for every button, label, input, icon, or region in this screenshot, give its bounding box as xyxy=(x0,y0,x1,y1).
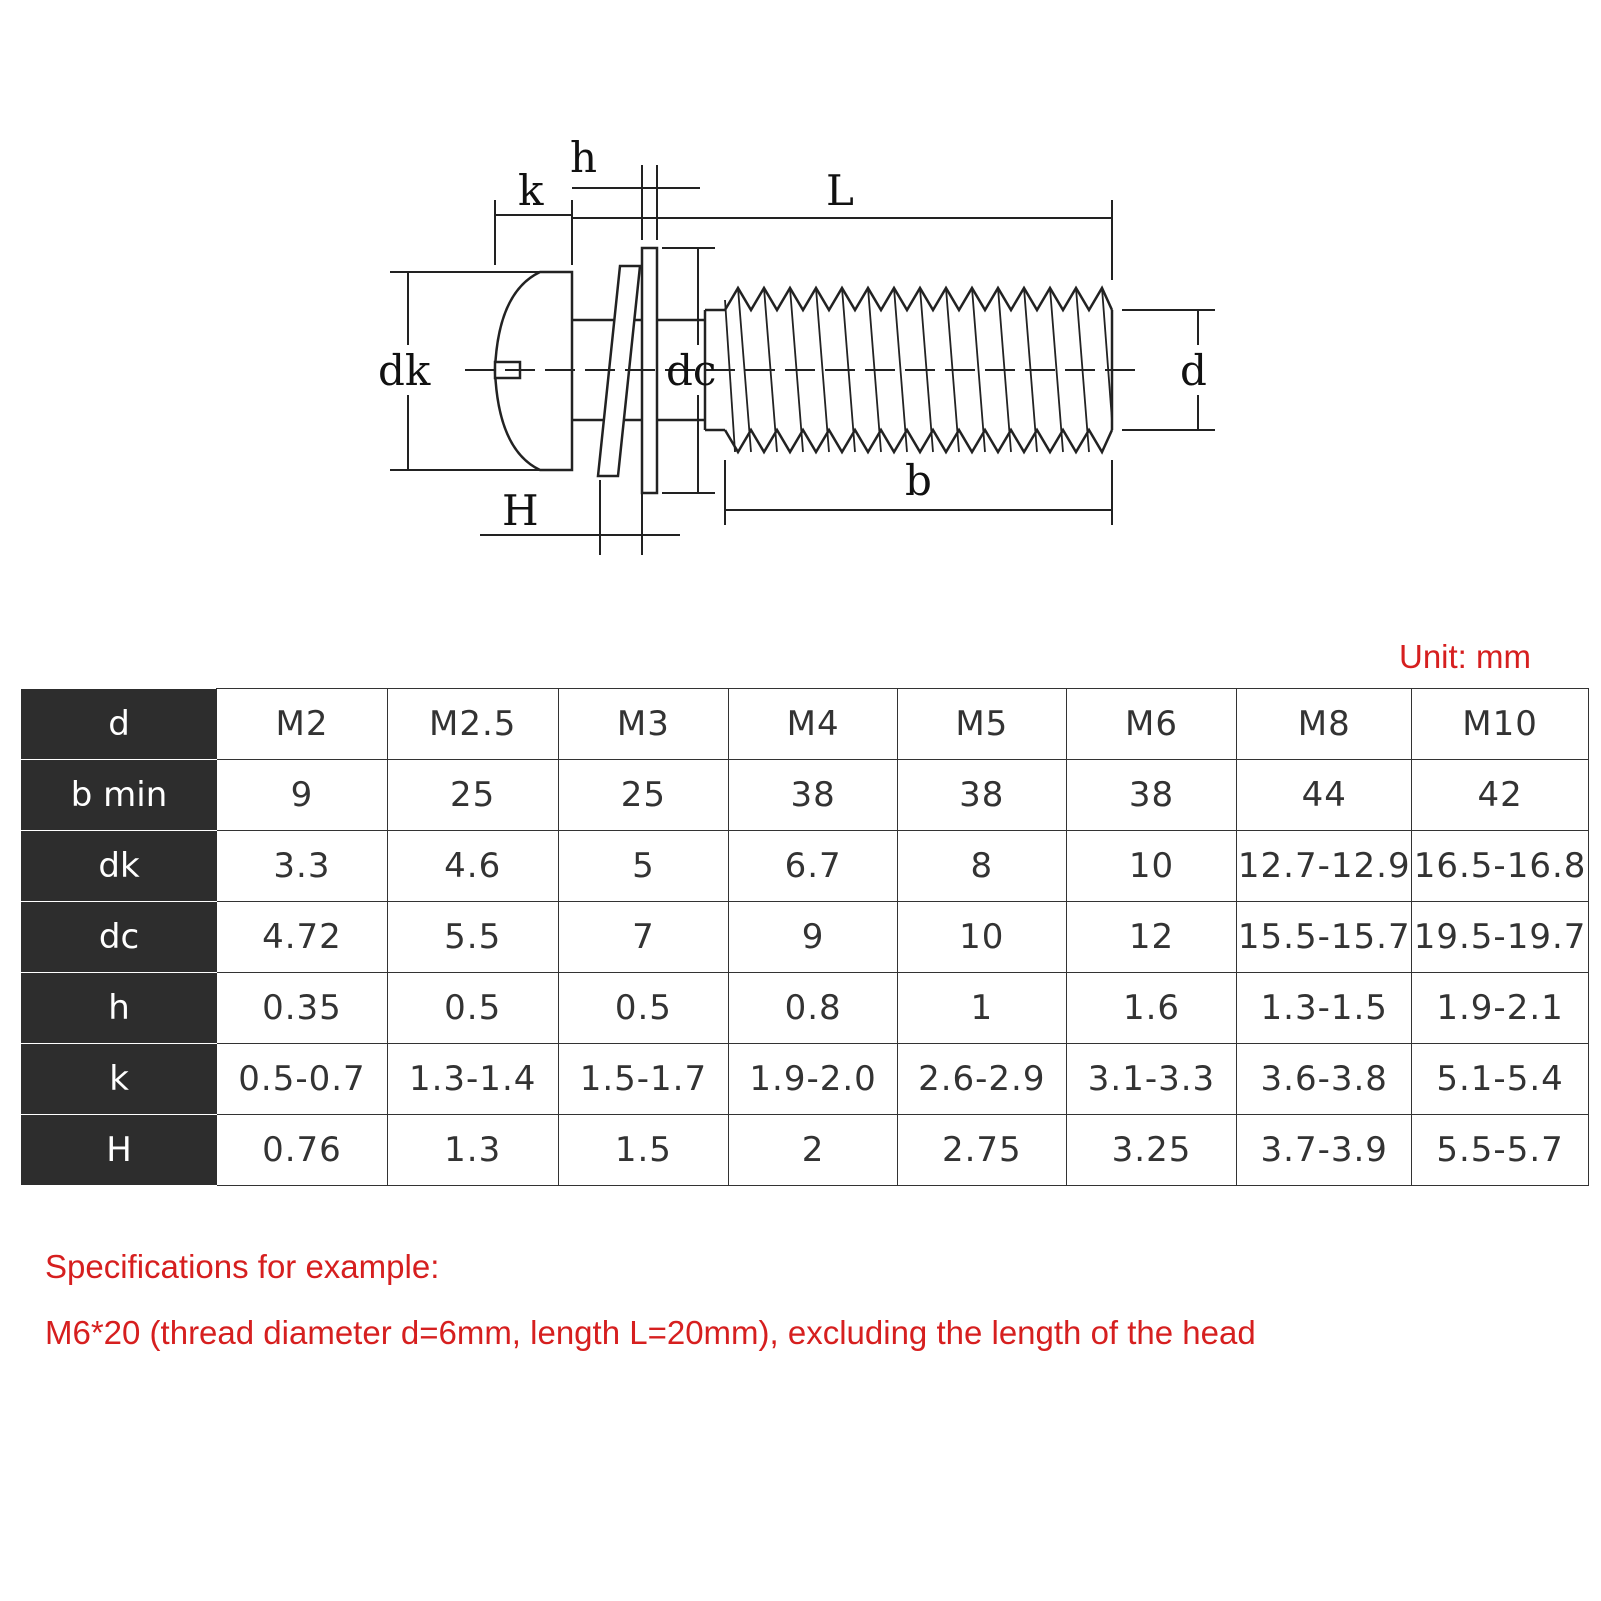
dim-label-L: L xyxy=(826,166,854,215)
table-cell: 16.5-16.8 xyxy=(1412,831,1589,902)
table-cell: 10 xyxy=(1066,831,1237,902)
dim-label-d: d xyxy=(1180,346,1207,395)
table-cell: 12 xyxy=(1066,902,1237,973)
column-header-m6: M6 xyxy=(1066,689,1237,760)
dim-label-h: h xyxy=(570,133,598,182)
table-cell: 25 xyxy=(387,760,558,831)
row-header: dk xyxy=(22,831,217,902)
table-cell: 25 xyxy=(558,760,729,831)
table-cell: 12.7-12.9 xyxy=(1237,831,1412,902)
table-cell: 5.5-5.7 xyxy=(1412,1115,1589,1186)
row-header-d: d xyxy=(22,689,217,760)
table-cell: 3.6-3.8 xyxy=(1237,1044,1412,1115)
column-header-m8: M8 xyxy=(1237,689,1412,760)
table-cell: 2.75 xyxy=(897,1115,1066,1186)
table-header-row xyxy=(22,689,1589,760)
column-header-m2-5: M2.5 xyxy=(387,689,558,760)
table-cell: 1.9-2.0 xyxy=(729,1044,898,1115)
row-header: b min xyxy=(22,760,217,831)
table-cell: 1.6 xyxy=(1066,973,1237,1044)
table-cell: 0.5 xyxy=(387,973,558,1044)
row-header: k xyxy=(22,1044,217,1115)
table-cell: 9 xyxy=(729,902,898,973)
table-row xyxy=(22,831,1589,902)
table-cell: 42 xyxy=(1412,760,1589,831)
screw-dimension-diagram xyxy=(0,0,1601,600)
table-cell: 1.5-1.7 xyxy=(558,1044,729,1115)
table-cell: 1.5 xyxy=(558,1115,729,1186)
table-row xyxy=(22,1044,1589,1115)
table-cell: 7 xyxy=(558,902,729,973)
dim-label-dc: dc xyxy=(666,346,717,395)
table-cell: 0.5 xyxy=(558,973,729,1044)
table-cell: 1 xyxy=(897,973,1066,1044)
table-cell: 4.6 xyxy=(387,831,558,902)
column-header-m5: M5 xyxy=(897,689,1066,760)
column-header-m4: M4 xyxy=(729,689,898,760)
dim-label-b: b xyxy=(905,456,932,505)
table-cell: 2 xyxy=(729,1115,898,1186)
thread-top xyxy=(725,288,1112,310)
table-cell: 0.5-0.7 xyxy=(217,1044,388,1115)
column-header-m3: M3 xyxy=(558,689,729,760)
dim-label-k: k xyxy=(518,166,544,215)
table-cell: 1.9-2.1 xyxy=(1412,973,1589,1044)
table-cell: 10 xyxy=(897,902,1066,973)
row-header: H xyxy=(22,1115,217,1186)
table-cell: 3.7-3.9 xyxy=(1237,1115,1412,1186)
table-cell: 44 xyxy=(1237,760,1412,831)
row-header: h xyxy=(22,973,217,1044)
table-cell: 3.1-3.3 xyxy=(1066,1044,1237,1115)
dim-label-H: H xyxy=(502,486,539,535)
thread-bottom xyxy=(725,430,1112,452)
table-cell: 2.6-2.9 xyxy=(897,1044,1066,1115)
unit-label: Unit: mm xyxy=(1399,638,1531,675)
table-cell: 5.1-5.4 xyxy=(1412,1044,1589,1115)
table-cell: 19.5-19.7 xyxy=(1412,902,1589,973)
table-cell: 1.3-1.4 xyxy=(387,1044,558,1115)
table-cell: 5 xyxy=(558,831,729,902)
table-cell: 8 xyxy=(897,831,1066,902)
table-cell: 1.3 xyxy=(387,1115,558,1186)
table-cell: 38 xyxy=(897,760,1066,831)
table-cell: 15.5-15.7 xyxy=(1237,902,1412,973)
table-cell: 9 xyxy=(217,760,388,831)
spec-note-example: M6*20 (thread diameter d=6mm, length L=20mm), excluding the length of the head xyxy=(45,1314,1256,1351)
table-cell: 3.3 xyxy=(217,831,388,902)
table-cell: 0.35 xyxy=(217,973,388,1044)
spec-note-title: Specifications for example: xyxy=(45,1248,440,1285)
table-cell: 6.7 xyxy=(729,831,898,902)
table-row xyxy=(22,902,1589,973)
table-cell: 0.8 xyxy=(729,973,898,1044)
table-cell: 5.5 xyxy=(387,902,558,973)
dim-label-dk: dk xyxy=(378,346,431,395)
table-row xyxy=(22,1115,1589,1186)
table-row xyxy=(22,973,1589,1044)
table-cell: 1.3-1.5 xyxy=(1237,973,1412,1044)
spec-table xyxy=(21,688,1589,1186)
table-cell: 4.72 xyxy=(217,902,388,973)
table-cell: 38 xyxy=(729,760,898,831)
column-header-m10: M10 xyxy=(1412,689,1589,760)
table-cell: 38 xyxy=(1066,760,1237,831)
table-cell: 3.25 xyxy=(1066,1115,1237,1186)
table-cell: 0.76 xyxy=(217,1115,388,1186)
table-row xyxy=(22,760,1589,831)
column-header-m2: M2 xyxy=(217,689,388,760)
row-header: dc xyxy=(22,902,217,973)
